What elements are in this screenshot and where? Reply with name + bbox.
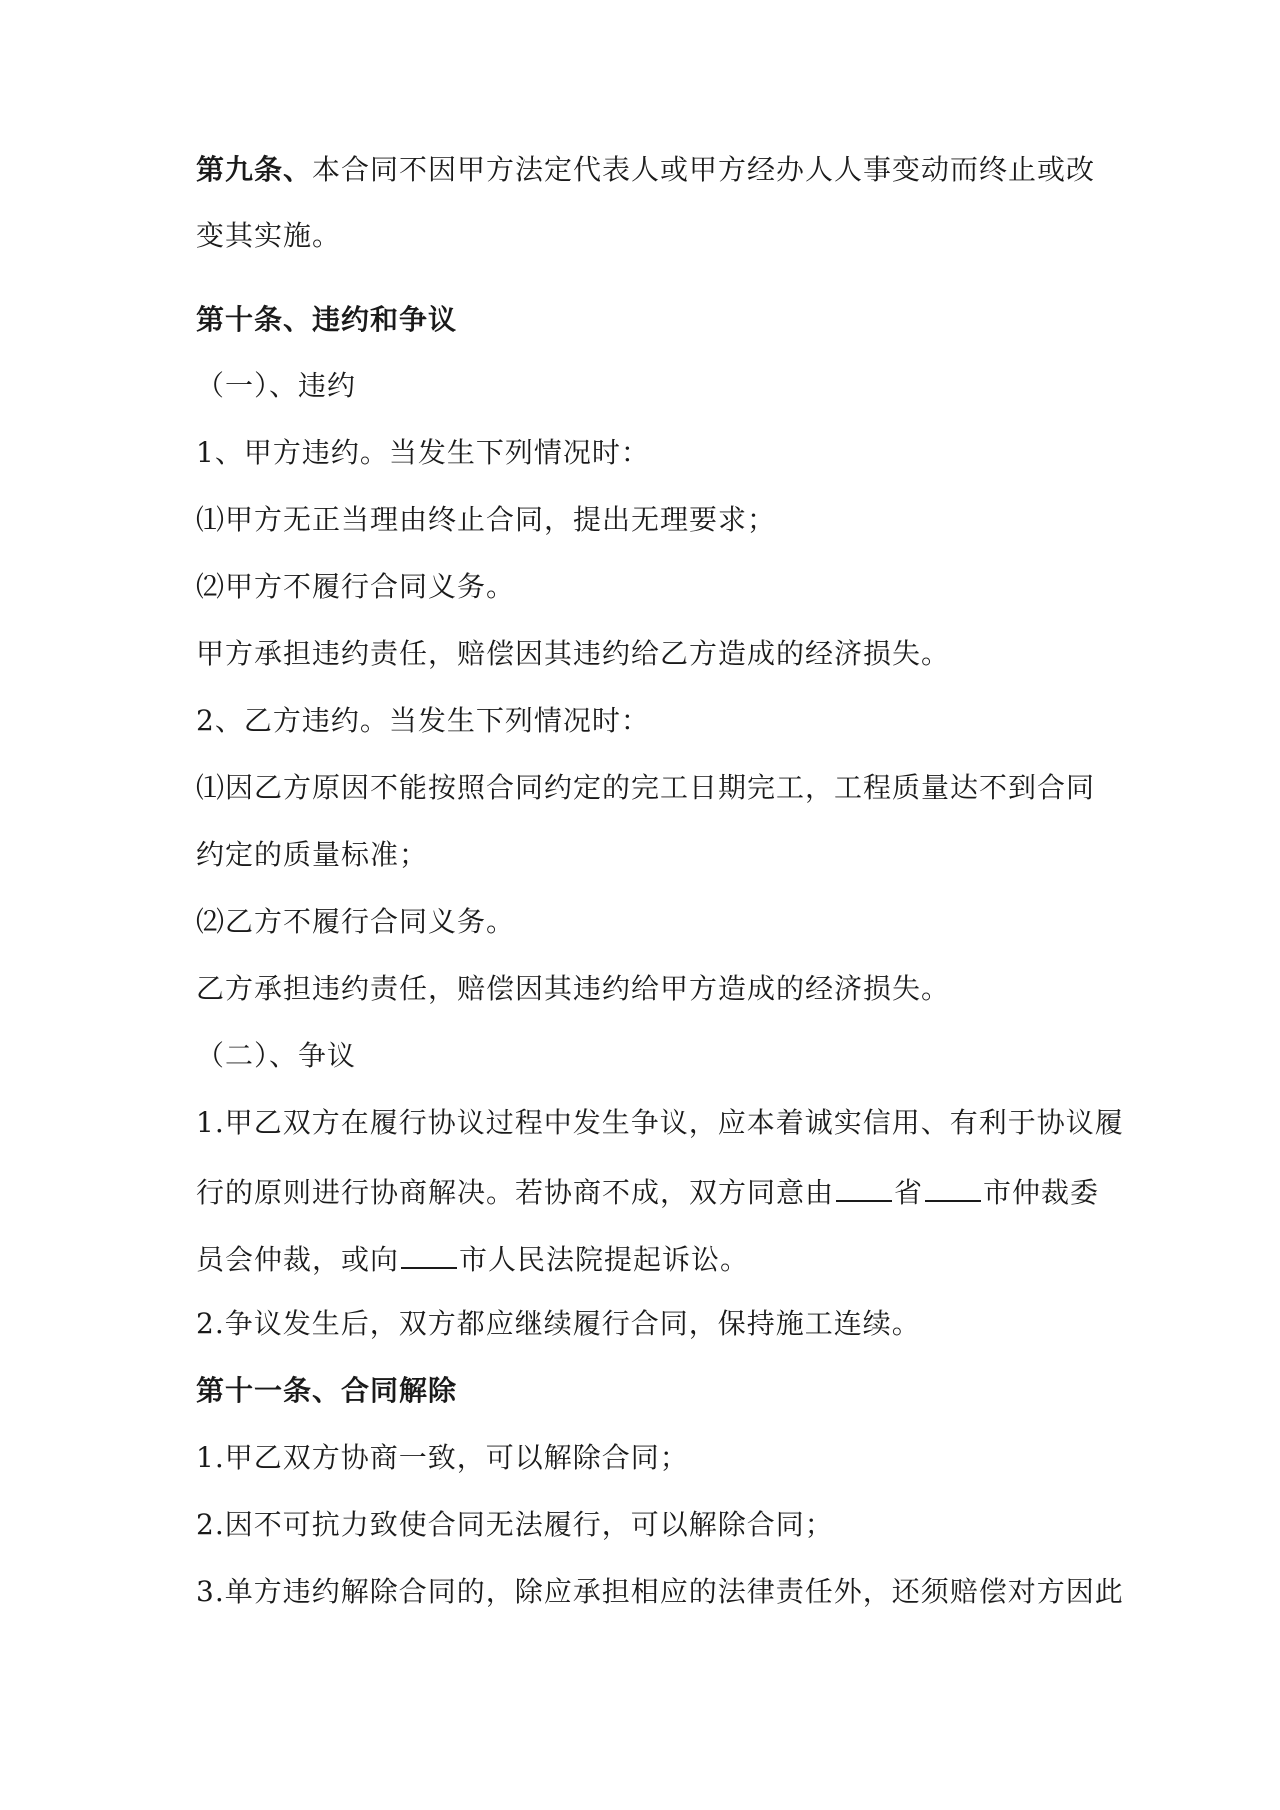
art10-heading: 第十条、违约和争议 bbox=[196, 303, 458, 336]
art9-line2: 变其实施。 bbox=[196, 219, 342, 252]
dispute1-line2-text-c: 市仲裁委 bbox=[983, 1176, 1100, 1209]
party-b-breach-result: 乙方承担违约责任，赔偿因其违约给甲方造成的经济损失。 bbox=[196, 972, 951, 1005]
dispute1-line2-text-a: 行的原则进行协商解决。若协商不成，双方同意由 bbox=[196, 1176, 835, 1209]
dispute1-line3-text-a: 员会仲裁，或向 bbox=[196, 1243, 400, 1276]
termination-item1: 1.甲乙双方协商一致，可以解除合同； bbox=[196, 1441, 689, 1474]
art9-heading: 第九条、 bbox=[196, 153, 313, 186]
dispute1-line3 bbox=[196, 1237, 1096, 1277]
art9-text: 本合同不因甲方法定代表人或甲方经办人人事变动而终止或改 bbox=[312, 153, 1096, 186]
termination-item3: 3.单方违约解除合同的，除应承担相应的法律责任外，还须赔偿对方因此 bbox=[196, 1575, 1124, 1608]
dispute1-line2-text-b: 省 bbox=[894, 1176, 924, 1209]
party-a-breach-title: 1、甲方违约。当发生下列情况时： bbox=[196, 436, 650, 469]
court-city-blank bbox=[401, 1237, 457, 1269]
province-blank bbox=[836, 1170, 892, 1202]
breach-subtitle: （一）、违约 bbox=[196, 369, 357, 402]
dispute1-line2 bbox=[196, 1170, 1100, 1210]
dispute-subtitle: （二）、争议 bbox=[196, 1039, 357, 1072]
party-a-breach-case1: ⑴甲方无正当理由终止合同，提出无理要求； bbox=[196, 503, 777, 536]
city-blank bbox=[925, 1170, 981, 1202]
party-a-breach-case2: ⑵甲方不履行合同义务。 bbox=[196, 570, 516, 603]
party-a-breach-result: 甲方承担违约责任，赔偿因其违约给乙方造成的经济损失。 bbox=[196, 637, 951, 670]
party-b-breach-case1-line2: 约定的质量标准； bbox=[196, 838, 429, 871]
art11-heading: 第十一条、合同解除 bbox=[196, 1374, 458, 1407]
termination-item2: 2.因不可抗力致使合同无法履行，可以解除合同； bbox=[196, 1508, 834, 1541]
party-b-breach-case2: ⑵乙方不履行合同义务。 bbox=[196, 905, 516, 938]
dispute1-line1: 1.甲乙双方在履行协议过程中发生争议，应本着诚实信用、有利于协议履 bbox=[196, 1106, 1124, 1139]
party-b-breach-title: 2、乙方违约。当发生下列情况时： bbox=[196, 704, 650, 737]
party-b-breach-case1-line1: ⑴因乙方原因不能按照合同约定的完工日期完工，工程质量达不到合同 bbox=[196, 771, 1096, 804]
art9-line1 bbox=[196, 150, 1096, 190]
dispute2: 2.争议发生后，双方都应继续履行合同，保持施工连续。 bbox=[196, 1307, 921, 1340]
dispute1-line3-text-b: 市人民法院提起诉讼。 bbox=[459, 1243, 750, 1276]
